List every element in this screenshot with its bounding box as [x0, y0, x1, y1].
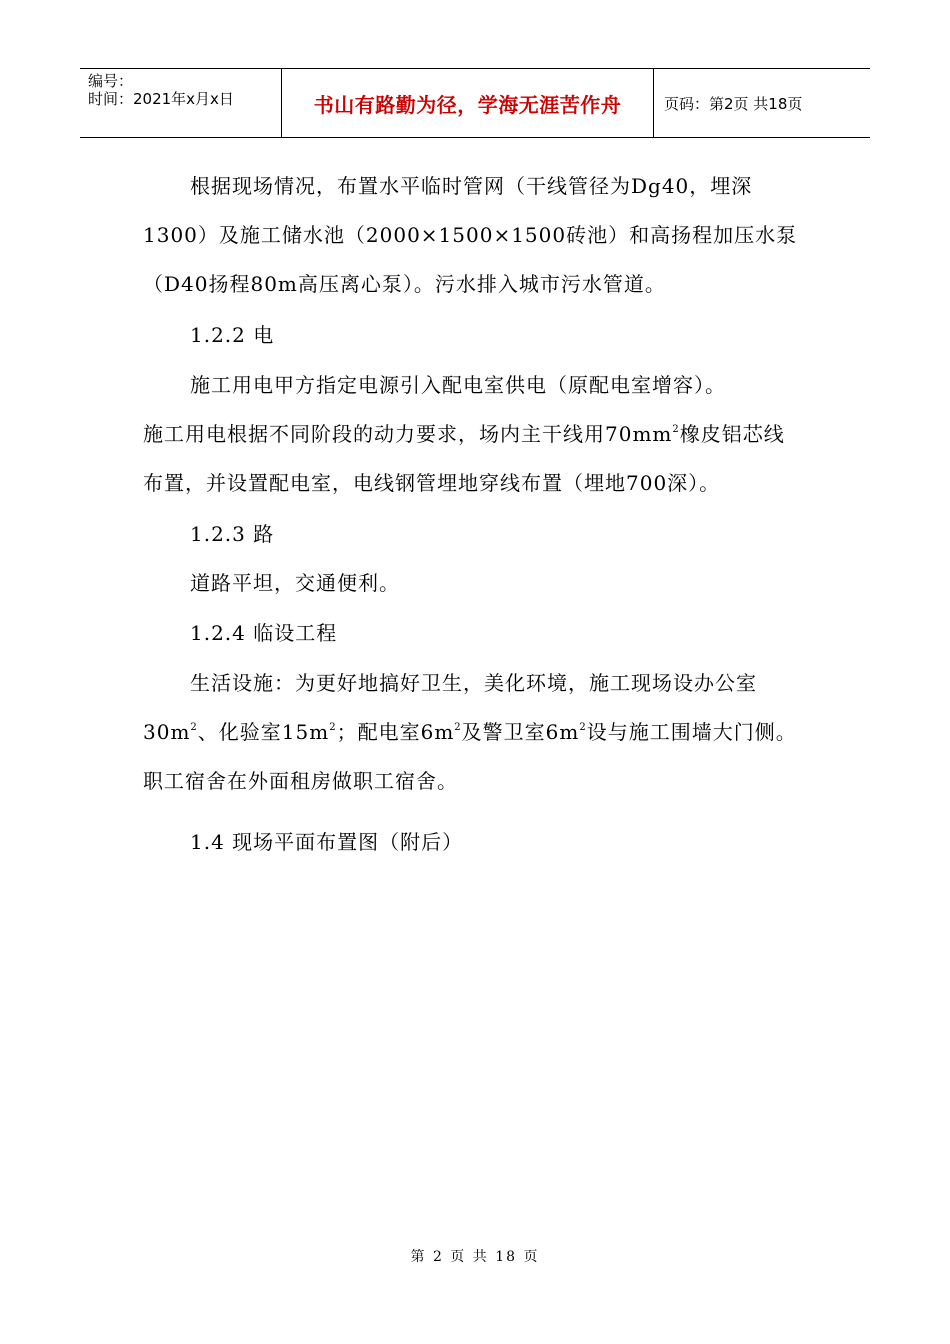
paragraph-water-line-1: 根据现场情况，布置水平临时管网（干线管径为Dg40，埋深: [190, 174, 753, 198]
header-page-cell: [654, 69, 870, 137]
superscript-2: 2: [454, 722, 462, 733]
paragraph-water-line-3: （D40扬程80m高压离心泵）。污水排入城市污水管道。: [143, 272, 666, 296]
paragraph-facilities-line-1: 生活设施：为更好地搞好卫生，美化环境，施工现场设办公室: [190, 671, 757, 695]
page-header: [80, 68, 870, 138]
paragraph-power-line-1: 施工用电甲方指定电源引入配电室供电（原配电室增容）。: [190, 373, 726, 397]
paragraph-road-line-1: 道路平坦，交通便利。: [190, 571, 400, 595]
header-page-info: 页码：第2页 共18页: [664, 94, 803, 113]
header-motto: 书山有路勤为径，学海无涯苦作舟: [313, 92, 622, 117]
paragraph-power-line-3: 布置，并设置配电室，电线钢管埋地穿线布置（埋地700深）。: [143, 471, 721, 495]
header-motto-cell: [282, 69, 654, 137]
header-meta-cell: [80, 69, 282, 137]
section-heading-site-layout: 1.4 现场平面布置图（附后）: [190, 830, 464, 854]
facilities-text-b: 、化验室15m: [197, 720, 330, 744]
section-heading-road: 1.2.3 路: [190, 522, 275, 546]
paragraph-facilities-line-3: 职工宿舍在外面租房做职工宿舍。: [143, 769, 458, 793]
paragraph-water-line-2: 1300）及施工储水池（2000×1500×1500砖池）和高扬程加压水泵: [143, 223, 798, 247]
paragraph-power-line-2: [143, 422, 785, 446]
superscript-2: 2: [672, 424, 680, 435]
facilities-text-d: 及警卫室6m: [461, 720, 580, 744]
section-heading-temporary-facilities: 1.2.4 临设工程: [190, 621, 338, 645]
document-number-label: 编号：: [88, 72, 134, 90]
paragraph-facilities-line-2: [143, 720, 797, 744]
section-heading-electricity: 1.2.2 电: [190, 323, 275, 347]
facilities-text-e: 设与施工围墙大门侧。: [586, 720, 797, 744]
power-text-a: 施工用电根据不同阶段的动力要求，场内主干线用70mm: [143, 422, 673, 446]
superscript-2: 2: [579, 722, 587, 733]
page-footer-number: 第 2 页 共 18 页: [410, 1249, 540, 1265]
power-text-b: 橡皮铝芯线: [679, 422, 785, 446]
facilities-text-a: 30m: [143, 720, 191, 744]
superscript-2: 2: [329, 722, 337, 733]
document-time-label: 时间：2021年x月x日: [88, 90, 234, 108]
facilities-text-c: ；配电室6m: [336, 720, 455, 744]
superscript-2: 2: [190, 722, 198, 733]
